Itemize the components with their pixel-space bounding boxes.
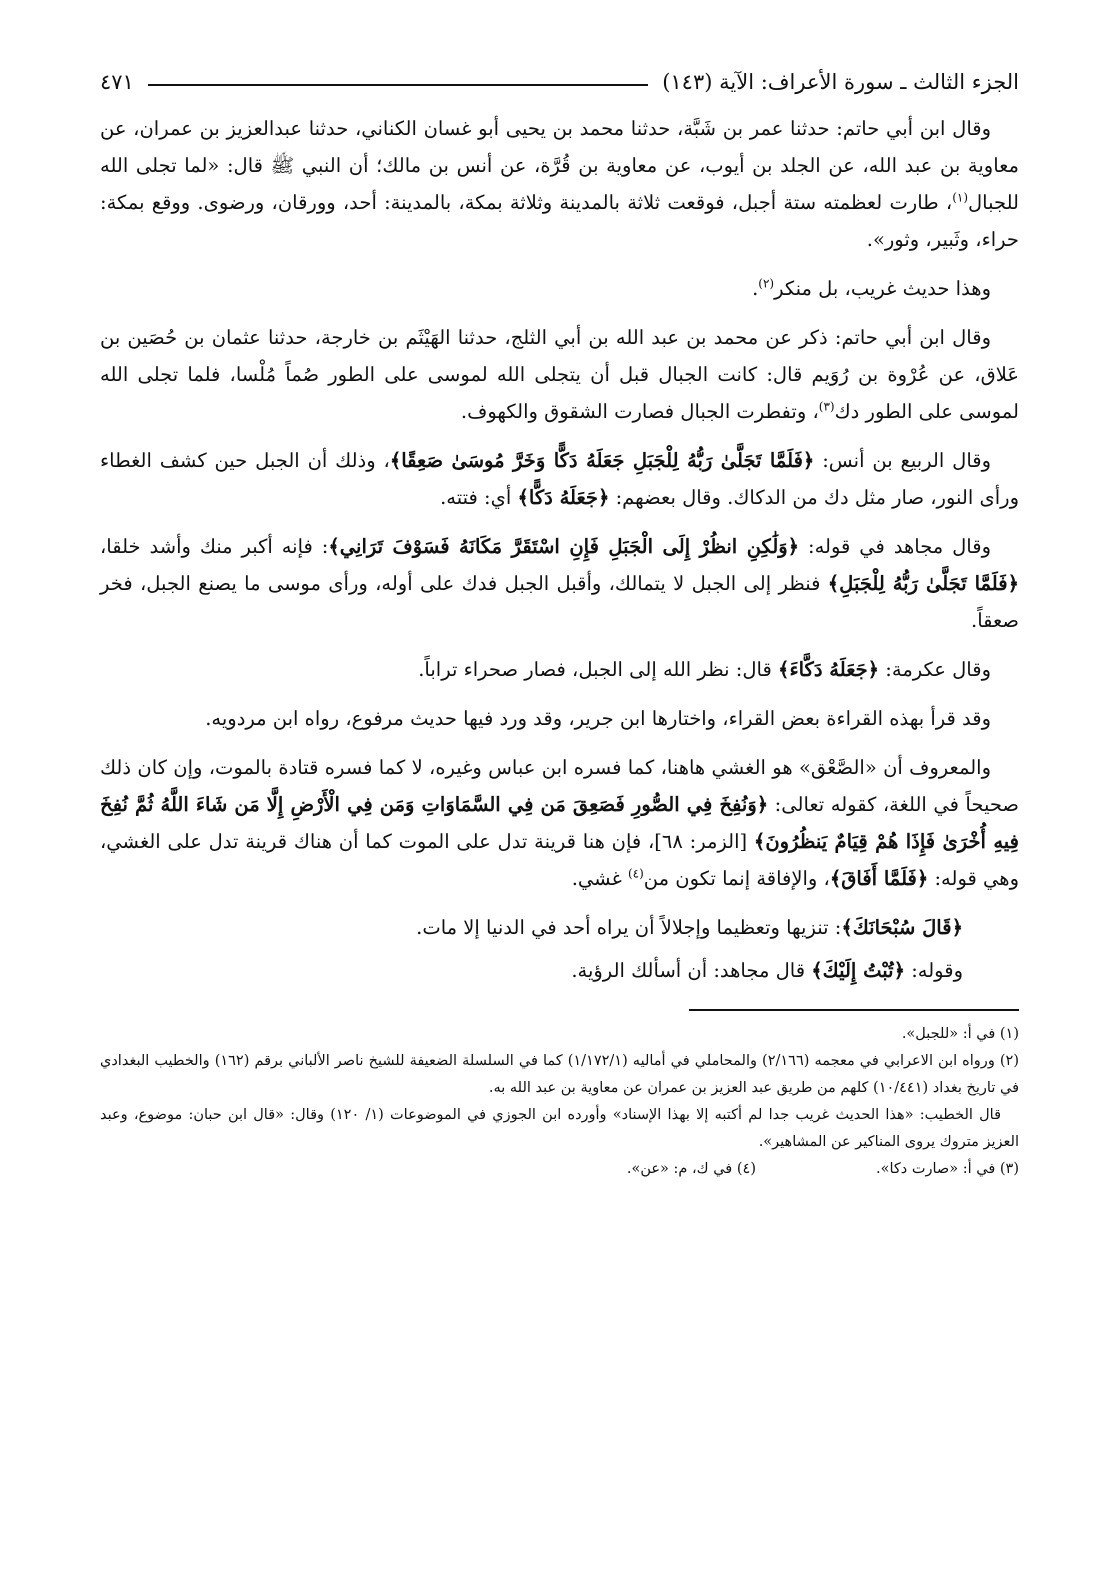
footnote-divider	[689, 1009, 1019, 1011]
quran-quote: ﴿جَعَلَهُ دَكًّا﴾	[517, 486, 610, 509]
quran-quote: ﴿فَلَمَّا تَجَلَّىٰ رَبُّهُ لِلْجَبَلِ﴾	[827, 572, 1019, 595]
paragraph: وقال مجاهد في قوله: ﴿وَلَٰكِنِ انظُرْ إِلَى الْجَبَلِ فَإِنِ اسْتَقَرَّ مَكَانَهُ فَسَوْفَ تَرَانِي﴾: فإنه أكبر منك وأشد خلقا، ﴿فَلَمَّا تَجَلَّىٰ رَبُّهُ لِلْجَبَلِ﴾ فنظر إلى الجبل لا يتمالك، وأقبل الجبل فدك على أوله، ورأى موسى ما يصنع الجبل، فخر صعقاً.	[100, 535, 1019, 632]
main-text	[100, 110, 1019, 989]
quran-quote: ﴿جَعَلَهُ دَكَّاءَ﴾	[778, 658, 880, 681]
header-title: الجزء الثالث ـ سورة الأعراف: الآية (١٤٣)	[662, 70, 1019, 94]
quran-quote: ﴿فَلَمَّا أَفَاقَ﴾	[829, 867, 929, 890]
footnote-ref: (٤)	[627, 866, 644, 881]
paragraph: ﴿قَالَ سُبْحَانَكَ﴾: تنزيها وتعظيما وإجلالاً أن يراه أحد في الدنيا إلا مات.	[416, 916, 963, 939]
footnote-2: (٢) ورواه ابن الاعرابي في معجمه (٢/١٦٦) والمحاملي في أماليه (١/١٧٢/١) كما في السلسلة الضعيفة للشيخ ناصر الألباني برقم (١٦٢) والخطيب البغدادي في تاريخ بغداد (١٠/٤٤١) كلهم من طريق عبد العزيز بن عمران عن معاوية بن عبد الله به.	[100, 1053, 1019, 1096]
footnote-row	[100, 1156, 1019, 1183]
footnote-3: (٣) في أ: «صارت دكا».	[875, 1161, 1019, 1177]
paragraph: وقد قرأ بهذه القراءة بعض القراء، واختارها ابن جرير، وقد ورد فيها حديث مرفوع، رواه ابن مردويه.	[205, 707, 991, 730]
quran-quote: ﴿قَالَ سُبْحَانَكَ﴾	[841, 916, 963, 939]
footnote-2-continued: قال الخطيب: «هذا الحديث غريب جدا لم أكتبه إلا بهذا الإسناد» وأورده ابن الجوزي في الموضوعات (١/ ١٢٠) وقال: «قال ابن حبان: موضوع، وعبد العزيز متروك يروى المناكير عن المشاهير».	[100, 1107, 1019, 1150]
paragraph: والمعروف أن «الصَّعْق» هو الغشي هاهنا، كما فسره ابن عباس وغيره، لا كما فسره قتادة بالموت، وإن كان ذلك صحيحاً في اللغة، كقوله تعالى: ﴿وَنُفِخَ فِي الصُّورِ فَصَعِقَ مَن فِي السَّمَاوَاتِ وَمَن فِي الْأَرْضِ إِلَّا مَن شَاءَ اللَّهُ ثُمَّ نُفِخَ فِيهِ أُخْرَىٰ فَإِذَا هُمْ قِيَامٌ يَنظُرُونَ﴾ [الزمر: ٦٨]، فإن هنا قرينة تدل على الموت كما أن هناك قرينة تدل على الغشي، وهي قوله: ﴿فَلَمَّا أَفَاقَ﴾، والإفاقة إنما تكون من$^{(٤)}$ غشي.	[100, 756, 1019, 890]
paragraph: وقال ابن أبي حاتم: ذكر عن محمد بن عبد الله بن أبي الثلج، حدثنا الهَيْثَم بن خارجة، حدثنا عثمان بن حُصَين بن عَلاق، عن عُرْوة بن رُوَيم قال: كانت الجبال قبل أن يتجلى الله لموسى على الطور صُماً مُلْسا، فلما تجلى الله لموسى على الطور دك$^{(٣)}$، وتفطرت الجبال فصارت الشقوق والكهوف.	[100, 326, 1019, 423]
paragraph: وقوله: ﴿تُبْتُ إِلَيْكَ﴾ قال مجاهد: أن أسألك الرؤية.	[571, 959, 963, 982]
footnote-ref: (١)	[952, 190, 969, 205]
footnote-ref: (٣)	[818, 399, 835, 414]
quran-quote: ﴿تُبْتُ إِلَيْكَ﴾	[811, 959, 906, 982]
quran-quote: ﴿وَنُفِخَ فِي الصُّورِ فَصَعِقَ مَن فِي السَّمَاوَاتِ وَمَن فِي الْأَرْضِ إِلَّا مَن شَاءَ اللَّهُ ثُمَّ نُفِخَ فِيهِ أُخْرَىٰ فَإِذَا هُمْ قِيَامٌ يَنظُرُونَ﴾	[100, 793, 1019, 853]
paragraph: وهذا حديث غريب، بل منكر$^{(٢)}$.	[752, 276, 991, 300]
footnotes	[100, 1021, 1019, 1183]
paragraph: وقال الربيع بن أنس: ﴿فَلَمَّا تَجَلَّىٰ رَبُّهُ لِلْجَبَلِ جَعَلَهُ دَكًّا وَخَرَّ مُوسَىٰ صَعِقًا﴾، وذلك أن الجبل حين كشف الغطاء ورأى النور، صار مثل دك من الدكاك. وقال بعضهم: ﴿جَعَلَهُ دَكًّا﴾ أي: فتته.	[100, 449, 1019, 509]
header-rule	[148, 84, 648, 86]
quran-quote: ﴿فَلَمَّا تَجَلَّىٰ رَبُّهُ لِلْجَبَلِ جَعَلَهُ دَكًّا وَخَرَّ مُوسَىٰ صَعِقًا﴾	[389, 449, 815, 472]
quran-quote: ﴿وَلَٰكِنِ انظُرْ إِلَى الْجَبَلِ فَإِنِ اسْتَقَرَّ مَكَانَهُ فَسَوْفَ تَرَانِي﴾	[328, 535, 800, 558]
paragraph: وقال عكرمة: ﴿جَعَلَهُ دَكَّاءَ﴾ قال: نظر الله إلى الجبل، فصار صحراء تراباً.	[418, 658, 991, 681]
footnote-1: (١) في أ: «للجبل».	[901, 1026, 1019, 1042]
footnote-4: (٤) في ك، م: «عن».	[626, 1161, 756, 1177]
running-header	[100, 60, 1019, 104]
footnote-ref: (٢)	[758, 276, 775, 291]
document-page	[100, 60, 1019, 1591]
page-number: ٤٧١	[100, 70, 134, 94]
paragraph: وقال ابن أبي حاتم: حدثنا عمر بن شَبَّة، حدثنا محمد بن يحيى أبو غسان الكناني، حدثنا عبدالعزيز بن عمران، عن معاوية بن عبد الله، عن الجلد بن أيوب، عن معاوية بن قُرَّة، عن أنس بن مالك؛ أن النبي ﷺ قال: «لما تجلى الله للجبال$^{(١)}$، طارت لعظمته ستة أجبل، فوقعت ثلاثة بالمدينة وثلاثة بمكة، بالمدينة: أحد، وورقان، ورضوى. ووقع بمكة: حراء، وثَبير، وثور».	[100, 117, 1019, 251]
